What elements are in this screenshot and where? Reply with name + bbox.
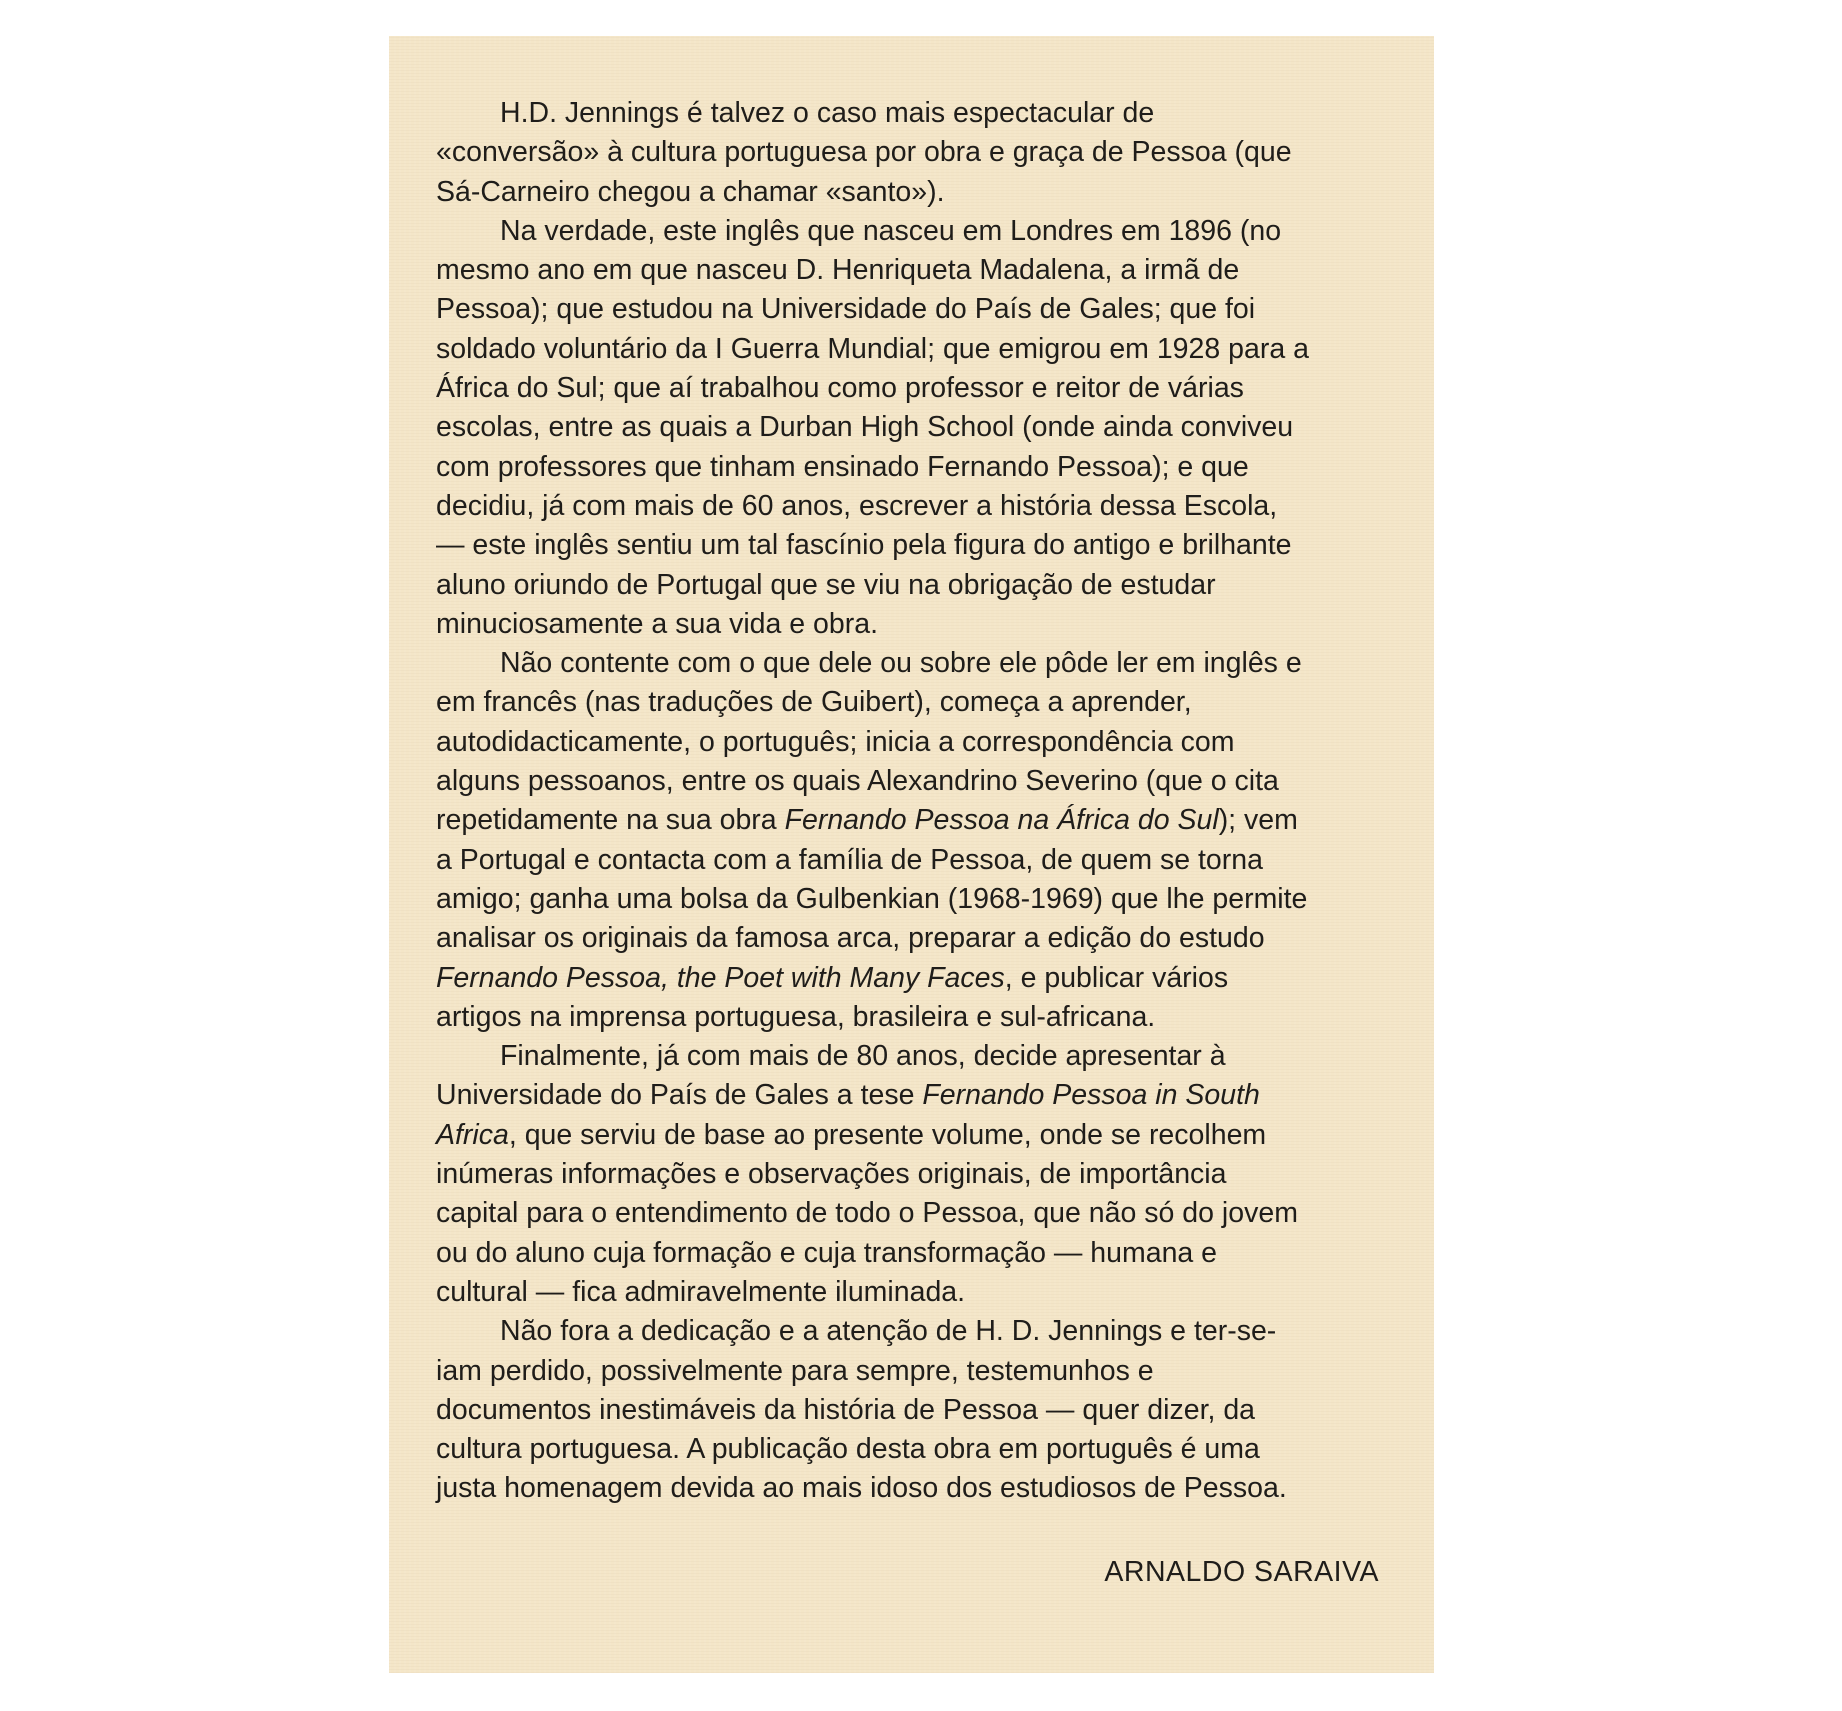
text-line xyxy=(436,487,1386,526)
paragraph xyxy=(436,94,1386,212)
text-line xyxy=(436,1037,1386,1076)
text-line xyxy=(436,1430,1386,1469)
text-segment: minuciosamente a sua vida e obra. xyxy=(436,607,879,640)
text-segment: artigos na imprensa portuguesa, brasileira e sul-africana. xyxy=(436,1000,1156,1033)
text-line xyxy=(436,94,1386,133)
text-segment: Universidade do País de Gales a tese xyxy=(436,1079,923,1112)
text-segment: cultura portuguesa. A publicação desta obra em português é uma xyxy=(436,1433,1260,1466)
text-line xyxy=(436,1352,1386,1391)
text-line xyxy=(436,290,1386,329)
body-text xyxy=(436,94,1386,1509)
text-line xyxy=(436,880,1386,919)
text-segment: repetidamente na sua obra xyxy=(436,804,785,837)
text-segment: justa homenagem devida ao mais idoso dos estudiosos de Pessoa. xyxy=(436,1472,1287,1505)
text-segment: — este inglês sentiu um tal fascínio pela figura do antigo e brilhante xyxy=(436,529,1292,562)
text-segment: amigo; ganha uma bolsa da Gulbenkian (1968-1969) que lhe permite xyxy=(436,882,1308,915)
text-line xyxy=(436,1194,1386,1233)
text-line xyxy=(436,133,1386,172)
text-segment: documentos inestimáveis da história de Pessoa — quer dizer, da xyxy=(436,1393,1256,1426)
paragraph xyxy=(436,1312,1386,1508)
text-line xyxy=(436,762,1386,801)
text-segment: ); vem xyxy=(1218,804,1298,837)
text-line xyxy=(436,801,1386,840)
text-line xyxy=(436,1155,1386,1194)
text-line xyxy=(436,566,1386,605)
text-line xyxy=(436,1273,1386,1312)
text-line xyxy=(436,173,1386,212)
text-segment: inúmeras informações e observações originais, de importância xyxy=(436,1158,1227,1191)
text-segment: autodidacticamente, o português; inicia a correspondência com xyxy=(436,725,1235,758)
text-segment: mesmo ano em que nasceu D. Henriqueta Madalena, a irmã de xyxy=(436,254,1240,287)
text-segment: iam perdido, possivelmente para sempre, testemunhos e xyxy=(436,1354,1154,1387)
text-segment: África do Sul; que aí trabalhou como professor e reitor de várias xyxy=(436,372,1244,405)
text-segment: soldado voluntário da I Guerra Mundial; que emigrou em 1928 para a xyxy=(436,332,1309,365)
text-line xyxy=(436,1076,1386,1115)
book-page xyxy=(389,36,1434,1673)
text-segment: Sá-Carneiro chegou a chamar «santo»). xyxy=(436,175,945,208)
paragraph xyxy=(436,644,1386,1037)
text-line xyxy=(436,1116,1386,1155)
text-segment: decidiu, já com mais de 60 anos, escrever a história dessa Escola, xyxy=(436,489,1278,522)
text-segment: a Portugal e contacta com a família de Pessoa, de quem se torna xyxy=(436,843,1263,876)
text-segment: , que serviu de base ao presente volume, onde se recolhem xyxy=(508,1118,1267,1151)
text-segment: ou do aluno cuja formação e cuja transformação — humana e xyxy=(436,1236,1218,1269)
text-segment: com professores que tinham ensinado Fernando Pessoa); e que xyxy=(436,450,1249,483)
paragraph xyxy=(436,1037,1386,1312)
text-segment: aluno oriundo de Portugal que se viu na obrigação de estudar xyxy=(436,568,1216,601)
text-line xyxy=(436,408,1386,447)
text-line xyxy=(436,644,1386,683)
text-segment: Finalmente, já com mais de 80 anos, decide apresentar à xyxy=(500,1040,1226,1073)
paragraph xyxy=(436,212,1386,644)
text-segment: alguns pessoanos, entre os quais Alexandrino Severino (que o cita xyxy=(436,765,1279,798)
text-segment: em francês (nas traduções de Guibert), começa a aprender, xyxy=(436,686,1192,719)
text-line xyxy=(436,841,1386,880)
text-segment: H.D. Jennings é talvez o caso mais espectacular de xyxy=(500,97,1155,129)
text-line xyxy=(436,526,1386,565)
italic-title-text: Fernando Pessoa, the Poet with Many Faces xyxy=(436,961,1005,994)
text-segment: cultural — fica admiravelmente iluminada. xyxy=(436,1275,966,1308)
text-segment: escolas, entre as quais a Durban High School (onde ainda conviveu xyxy=(436,411,1294,444)
text-line xyxy=(436,683,1386,722)
text-line xyxy=(436,251,1386,290)
text-line xyxy=(436,369,1386,408)
text-line xyxy=(436,1234,1386,1273)
text-segment: Não contente com o que dele ou sobre ele pôde ler em inglês e xyxy=(500,647,1302,680)
text-segment: Na verdade, este inglês que nasceu em Londres em 1896 (no xyxy=(500,214,1282,247)
text-line xyxy=(436,212,1386,251)
text-segment: Pessoa); que estudou na Universidade do País de Gales; que foi xyxy=(436,293,1256,326)
text-line xyxy=(436,1469,1386,1508)
text-line xyxy=(436,1312,1386,1351)
text-line xyxy=(436,998,1386,1037)
text-segment: capital para o entendimento de todo o Pessoa, que não só do jovem xyxy=(436,1197,1298,1230)
italic-title-text: Africa xyxy=(436,1118,509,1151)
text-line xyxy=(436,330,1386,369)
italic-title-text: Fernando Pessoa na África do Sul xyxy=(784,804,1219,837)
text-line xyxy=(436,919,1386,958)
text-line xyxy=(436,959,1386,998)
text-segment: «conversão» à cultura portuguesa por obra e graça de Pessoa (que xyxy=(436,136,1292,169)
italic-title-text: Fernando Pessoa in South xyxy=(922,1079,1260,1112)
text-segment: Não fora a dedicação e a atenção de H. D. Jennings e ter-se- xyxy=(500,1315,1277,1348)
text-line xyxy=(436,1391,1386,1430)
text-segment: analisar os originais da famosa arca, preparar a edição do estudo xyxy=(436,922,1265,955)
text-line xyxy=(436,605,1386,644)
text-line xyxy=(436,448,1386,487)
author-signature: ARNALDO SARAIVA xyxy=(1104,1556,1379,1588)
text-segment: , e publicar vários xyxy=(1004,961,1229,994)
text-line xyxy=(436,723,1386,762)
